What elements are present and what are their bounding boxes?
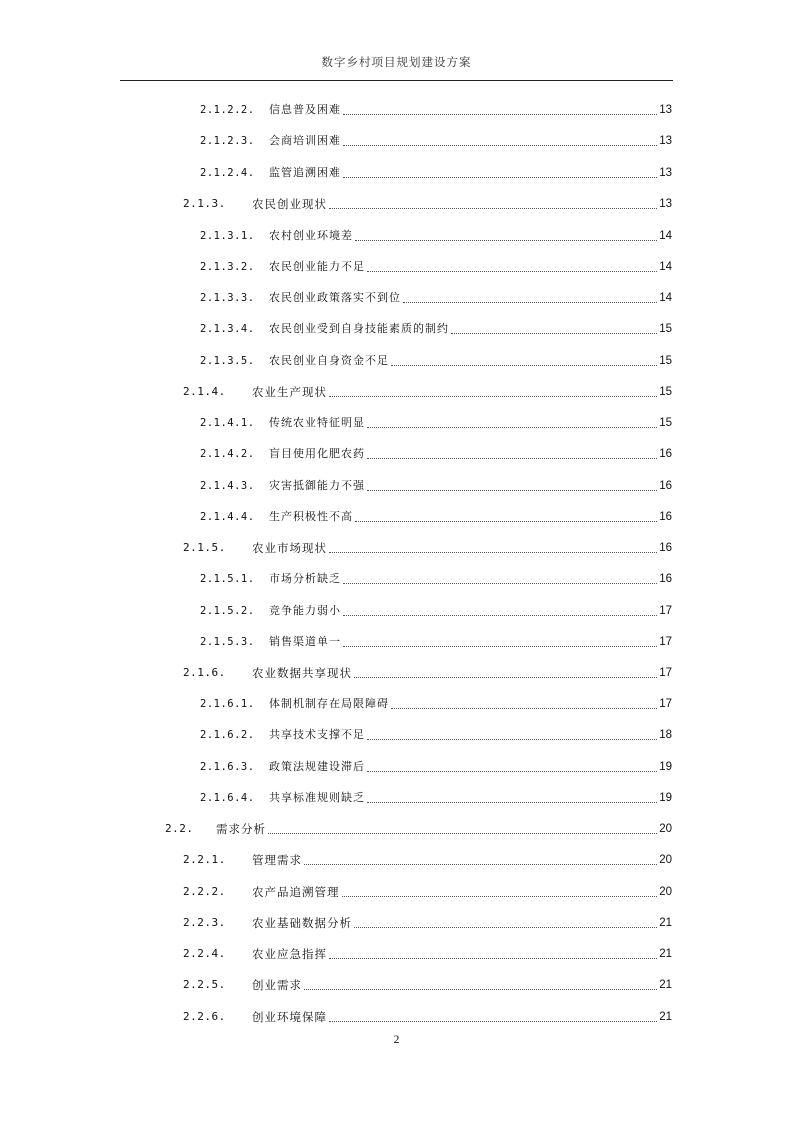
toc-entry-number: 2.1.4.1.	[200, 417, 255, 429]
toc-entry-title: 农民创业受到自身技能素质的制约	[269, 322, 449, 335]
toc-entry-page: 21	[659, 917, 672, 929]
toc-entry-title: 会商培训困难	[269, 134, 341, 147]
toc-entry-number: 2.1.4.4.	[200, 511, 255, 523]
page-header-title: 数字乡村项目规划建设方案	[321, 55, 472, 69]
toc-entry-number: 2.1.5.1.	[200, 573, 255, 585]
toc-dot-leader	[329, 552, 657, 553]
toc-entry-title: 体制机制存在局限障碍	[269, 697, 389, 710]
toc-dot-leader	[329, 208, 657, 209]
toc-dot-leader	[367, 802, 657, 803]
toc-entry-number: 2.1.2.4.	[200, 167, 255, 179]
toc-entry-page: 19	[659, 761, 672, 773]
toc-entry[interactable]	[183, 383, 672, 401]
toc-entry-page: 21	[659, 948, 672, 960]
toc-entry-page: 18	[659, 729, 672, 741]
toc-entry-title: 需求分析	[216, 822, 266, 836]
toc-dot-leader	[391, 708, 657, 709]
toc-entry-title: 市场分析缺乏	[269, 572, 341, 585]
toc-entry[interactable]	[200, 289, 672, 307]
toc-dot-leader	[451, 333, 657, 334]
toc-entry-title: 灾害抵御能力不强	[269, 479, 365, 492]
toc-entry[interactable]	[183, 851, 672, 869]
toc-entry[interactable]	[183, 195, 672, 213]
toc-entry[interactable]	[200, 352, 672, 370]
toc-dot-leader	[367, 427, 657, 428]
toc-entry-number: 2.1.6.	[183, 666, 226, 679]
toc-dot-leader	[367, 739, 657, 740]
toc-entry-page: 20	[659, 854, 672, 866]
toc-entry-title: 农民创业能力不足	[269, 260, 365, 273]
toc-entry[interactable]	[200, 477, 672, 495]
toc-entry-page: 19	[659, 792, 672, 804]
toc-entry[interactable]	[183, 976, 672, 994]
toc-entry[interactable]	[200, 320, 672, 338]
toc-dot-leader	[367, 490, 657, 491]
toc-entry-number: 2.2.2.	[183, 885, 226, 898]
toc-dot-leader	[343, 615, 657, 616]
toc-entry-page: 17	[659, 605, 672, 617]
toc-entry-title: 信息普及困难	[269, 103, 341, 116]
toc-entry-number: 2.1.3.4.	[200, 323, 255, 335]
toc-dot-leader	[329, 958, 657, 959]
toc-entry-title: 传统农业特征明显	[269, 416, 365, 429]
toc-entry[interactable]	[183, 914, 672, 932]
toc-entry-page: 15	[659, 417, 672, 429]
toc-entry-page: 20	[659, 886, 672, 898]
toc-entry-title: 农业数据共享现状	[252, 666, 352, 680]
toc-dot-leader	[354, 927, 657, 928]
toc-entry-title: 农业市场现状	[252, 541, 327, 555]
toc-entry[interactable]	[200, 758, 672, 776]
toc-entry[interactable]	[183, 664, 672, 682]
toc-entry-page: 15	[659, 323, 672, 335]
toc-entry-title: 农民创业政策落实不到位	[269, 291, 401, 304]
toc-entry-page: 13	[659, 167, 672, 179]
toc-entry-page: 16	[659, 511, 672, 523]
toc-entry-title: 监管追溯困难	[269, 166, 341, 179]
toc-entry-title: 农民创业自身资金不足	[269, 354, 389, 367]
toc-entry[interactable]	[200, 414, 672, 432]
toc-entry-page: 21	[659, 979, 672, 991]
toc-entry-page: 15	[659, 386, 672, 398]
toc-dot-leader	[355, 521, 657, 522]
toc-entry[interactable]	[200, 508, 672, 526]
toc-dot-leader	[343, 145, 657, 146]
toc-entry-title: 管理需求	[252, 853, 302, 867]
toc-entry-page: 13	[659, 104, 672, 116]
toc-entry-page: 21	[659, 1011, 672, 1023]
toc-entry-title: 农民创业现状	[252, 197, 327, 211]
toc-entry-title: 创业需求	[252, 978, 302, 992]
toc-entry-number: 2.2.6.	[183, 1010, 226, 1023]
toc-entry[interactable]	[183, 539, 672, 557]
toc-dot-leader	[403, 302, 657, 303]
toc-entry[interactable]	[200, 132, 672, 150]
toc-entry-number: 2.1.4.	[183, 385, 226, 398]
toc-entry-number: 2.2.4.	[183, 947, 226, 960]
toc-entry[interactable]	[200, 602, 672, 620]
toc-entry[interactable]	[200, 633, 672, 651]
toc-entry-page: 16	[659, 573, 672, 585]
toc-entry-number: 2.1.5.2.	[200, 605, 255, 617]
toc-entry-page: 16	[659, 542, 672, 554]
toc-dot-leader	[343, 177, 657, 178]
toc-entry-number: 2.1.6.4.	[200, 792, 255, 804]
toc-dot-leader	[304, 864, 657, 865]
toc-entry[interactable]	[200, 445, 672, 463]
toc-entry-number: 2.1.4.2.	[200, 448, 255, 460]
toc-entry-title: 农业基础数据分析	[252, 916, 352, 930]
toc-entry-page: 13	[659, 135, 672, 147]
toc-entry-number: 2.1.4.3.	[200, 480, 255, 492]
toc-entry-page: 14	[659, 292, 672, 304]
toc-entry[interactable]	[200, 258, 672, 276]
toc-entry-title: 生产积极性不高	[269, 510, 353, 523]
toc-entry-number: 2.1.5.	[183, 541, 226, 554]
toc-entry-page: 16	[659, 448, 672, 460]
toc-entry-number: 2.1.6.3.	[200, 761, 255, 773]
toc-entry[interactable]	[183, 883, 672, 901]
toc-entry[interactable]	[200, 695, 672, 713]
toc-entry-page: 15	[659, 355, 672, 367]
toc-entry-page: 14	[659, 261, 672, 273]
toc-dot-leader	[304, 989, 657, 990]
toc-dot-leader	[354, 677, 657, 678]
toc-entry-number: 2.1.3.5.	[200, 355, 255, 367]
page-number: 2	[393, 1034, 400, 1046]
toc-dot-leader	[343, 114, 657, 115]
toc-entry-number: 2.1.6.2.	[200, 729, 255, 741]
toc-entry-page: 17	[659, 698, 672, 710]
toc-entry-number: 2.2.3.	[183, 916, 226, 929]
toc-entry-title: 政策法规建设滞后	[269, 760, 365, 773]
toc-entry-title: 盲目使用化肥农药	[269, 447, 365, 460]
toc-entry[interactable]	[200, 570, 672, 588]
toc-entry-page: 20	[659, 823, 672, 835]
toc-entry-title: 农业应急指挥	[252, 947, 327, 961]
toc-entry[interactable]	[200, 789, 672, 807]
toc-entry-page: 16	[659, 480, 672, 492]
toc-entry-number: 2.1.3.	[183, 197, 226, 210]
toc-entry-number: 2.1.5.3.	[200, 636, 255, 648]
toc-entry-title: 销售渠道单一	[269, 635, 341, 648]
toc-dot-leader	[367, 771, 657, 772]
toc-entry-number: 2.2.	[165, 822, 194, 835]
toc-entry-number: 2.1.3.1.	[200, 230, 255, 242]
toc-entry[interactable]	[200, 726, 672, 744]
toc-entry-title: 竞争能力弱小	[269, 604, 341, 617]
toc-dot-leader	[343, 646, 657, 647]
toc-dot-leader	[367, 458, 657, 459]
toc-dot-leader	[342, 896, 658, 897]
toc-entry-page: 17	[659, 636, 672, 648]
toc-entry[interactable]	[200, 101, 672, 119]
toc-dot-leader	[343, 583, 657, 584]
toc-entry-number: 2.1.2.3.	[200, 135, 255, 147]
toc-entry[interactable]	[200, 164, 672, 182]
toc-entry-title: 共享技术支撑不足	[269, 728, 365, 741]
toc-entry-title: 农产品追溯管理	[252, 885, 340, 899]
toc-entry-number: 2.2.1.	[183, 853, 226, 866]
toc-dot-leader	[391, 365, 657, 366]
toc-entry-number: 2.1.2.2.	[200, 104, 255, 116]
toc-entry-title: 创业环境保障	[252, 1010, 327, 1024]
toc-entry-page: 17	[659, 667, 672, 679]
toc-entry[interactable]	[200, 227, 672, 245]
toc-entry-title: 农村创业环境差	[269, 229, 353, 242]
toc-dot-leader	[367, 271, 657, 272]
toc-entry-page: 13	[659, 198, 672, 210]
toc-entry[interactable]	[165, 820, 672, 838]
toc-entry-number: 2.1.6.1.	[200, 698, 255, 710]
toc-entry-title: 农业生产现状	[252, 385, 327, 399]
toc-entry-number: 2.1.3.2.	[200, 261, 255, 273]
toc-entry[interactable]	[183, 1008, 672, 1026]
toc-entry-page: 14	[659, 230, 672, 242]
toc-entry-number: 2.2.5.	[183, 978, 226, 991]
toc-entry-number: 2.1.3.3.	[200, 292, 255, 304]
toc-dot-leader	[355, 240, 657, 241]
toc-dot-leader	[268, 833, 657, 834]
toc-dot-leader	[329, 1021, 657, 1022]
toc-dot-leader	[329, 396, 657, 397]
toc-entry-title: 共享标准规则缺乏	[269, 791, 365, 804]
toc-entry[interactable]	[183, 945, 672, 963]
